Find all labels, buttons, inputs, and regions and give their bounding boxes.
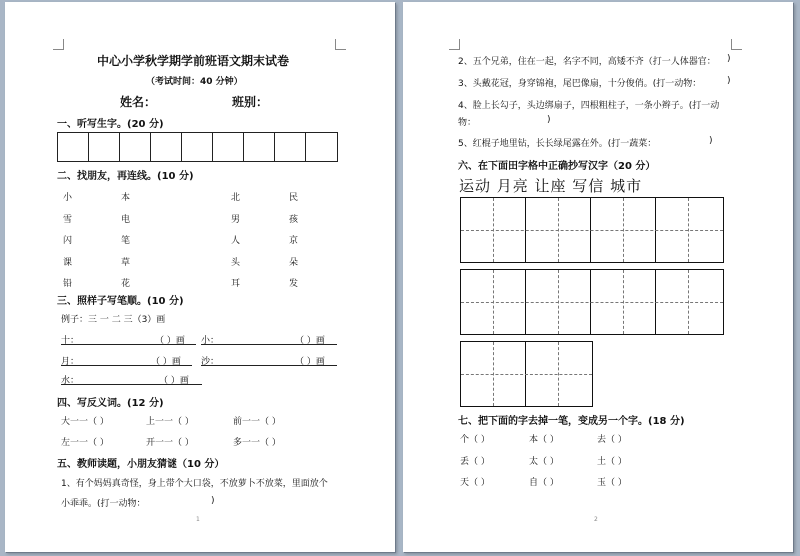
section-3-heading: 三、照样子写笔顺。(10 分) (57, 296, 184, 307)
corner-mark (449, 39, 460, 50)
match-column-left: 小 雪 闪 课 铅 (63, 193, 73, 289)
tianzige-row[interactable] (460, 197, 724, 263)
antonym-item: 前一一（ ） (233, 417, 281, 427)
stroke-count-blank: （ ）画 (155, 336, 185, 346)
remove-stroke-item: 本（ ） (529, 435, 559, 445)
riddle-4: 4、脸上长勾子，头边绑扇子，四根粗柱子，一条小辫子。(打一动 (458, 101, 720, 111)
riddle-3-close: ) (727, 76, 731, 86)
section-2-heading: 二、找朋友，再连线。(10 分) (57, 171, 194, 182)
match-column-mid: 本 电 笔 草 花 (121, 193, 131, 289)
remove-stroke-item: 土（ ） (597, 457, 627, 467)
stroke-item: 沙： (201, 357, 220, 367)
riddle-2: 2、五个兄弟，住在一起，名字不同，高矮不齐（打一人体器官： (458, 57, 716, 67)
stroke-count-blank: （ ）画 (151, 357, 181, 367)
riddle-2-close: ) (727, 54, 731, 64)
stroke-example: 例子：三 一 二 三（3）画 (61, 315, 166, 325)
corner-mark (335, 39, 346, 50)
match-column-right1: 北 男 人 头 耳 (231, 193, 241, 289)
riddle-4-close: ) (547, 115, 551, 125)
remove-stroke-item: 自（ ） (529, 478, 559, 488)
antonym-item: 开一一（ ） (146, 438, 194, 448)
section-6-heading: 六、在下面田字格中正确抄写汉字（20 分） (458, 161, 656, 172)
antonym-item: 多一一（ ） (233, 438, 281, 448)
section-1-heading: 一、听写生字。(20 分) (57, 119, 164, 130)
page-1 (5, 2, 395, 552)
stroke-count-blank: （ ）画 (295, 357, 325, 367)
remove-stroke-item: 太（ ） (529, 457, 559, 467)
stroke-count-blank: （ ）画 (295, 336, 325, 346)
class-label: 班别： (232, 95, 269, 109)
exam-subtitle: （考试时间：40 分钟） (146, 77, 243, 87)
remove-stroke-item: 去（ ） (597, 435, 627, 445)
section-5-heading: 五、教师读题，小朋友猜谜（10 分） (57, 459, 225, 470)
match-column-right2: 民 孩 京 朵 发 (289, 193, 299, 289)
riddle-3: 3、头戴花冠，身穿锦袍，尾巴像扇，十分俊俏。(打一动物： (458, 79, 702, 89)
riddle-4-cont: 物： (458, 118, 477, 128)
riddle-5: 5、红棍子地里钻，长长绿尾露在外。(打一蔬菜： (458, 139, 657, 149)
stroke-item: 月： (61, 357, 80, 367)
dictation-grid[interactable] (57, 132, 338, 162)
tianzige-row[interactable] (460, 269, 724, 335)
page-number: 1 (196, 516, 200, 523)
page-2 (403, 2, 793, 552)
section-4-heading: 四、写反义词。(12 分) (57, 398, 164, 409)
corner-mark (53, 39, 64, 50)
section-7-heading: 七、把下面的字去掉一笔，变成另一个字。(18 分) (458, 416, 685, 427)
riddle-1-close: ) (211, 496, 215, 506)
page-number: 2 (594, 516, 598, 523)
remove-stroke-item: 玉（ ） (597, 478, 627, 488)
stroke-item: 小： (201, 336, 220, 346)
antonym-item: 上一一（ ） (146, 417, 194, 427)
stroke-count-blank: （ ）画 (159, 376, 189, 386)
riddle-5-close: ) (709, 136, 713, 146)
stroke-item: 十： (61, 336, 80, 346)
name-label: 姓名： (120, 95, 157, 109)
corner-mark (731, 39, 742, 50)
stroke-item: 水： (61, 376, 80, 386)
riddle-1-cont: 小乖乖。(打一动物： (61, 499, 146, 509)
remove-stroke-item: 天（ ） (460, 478, 490, 488)
remove-stroke-item: 丢（ ） (460, 457, 490, 467)
tianzige-row[interactable] (460, 341, 593, 407)
copy-words: 运动 月亮 让座 写信 城市 (459, 177, 643, 195)
riddle-1: 1、有个妈妈真奇怪，身上带个大口袋，不放萝卜不放菜，里面放个 (61, 479, 328, 489)
remove-stroke-item: 个（ ） (460, 435, 490, 445)
antonym-item: 大一一（ ） (61, 417, 109, 427)
antonym-item: 左一一（ ） (61, 438, 109, 448)
exam-title: 中心小学秋学期学前班语文期末试卷 (97, 54, 290, 68)
